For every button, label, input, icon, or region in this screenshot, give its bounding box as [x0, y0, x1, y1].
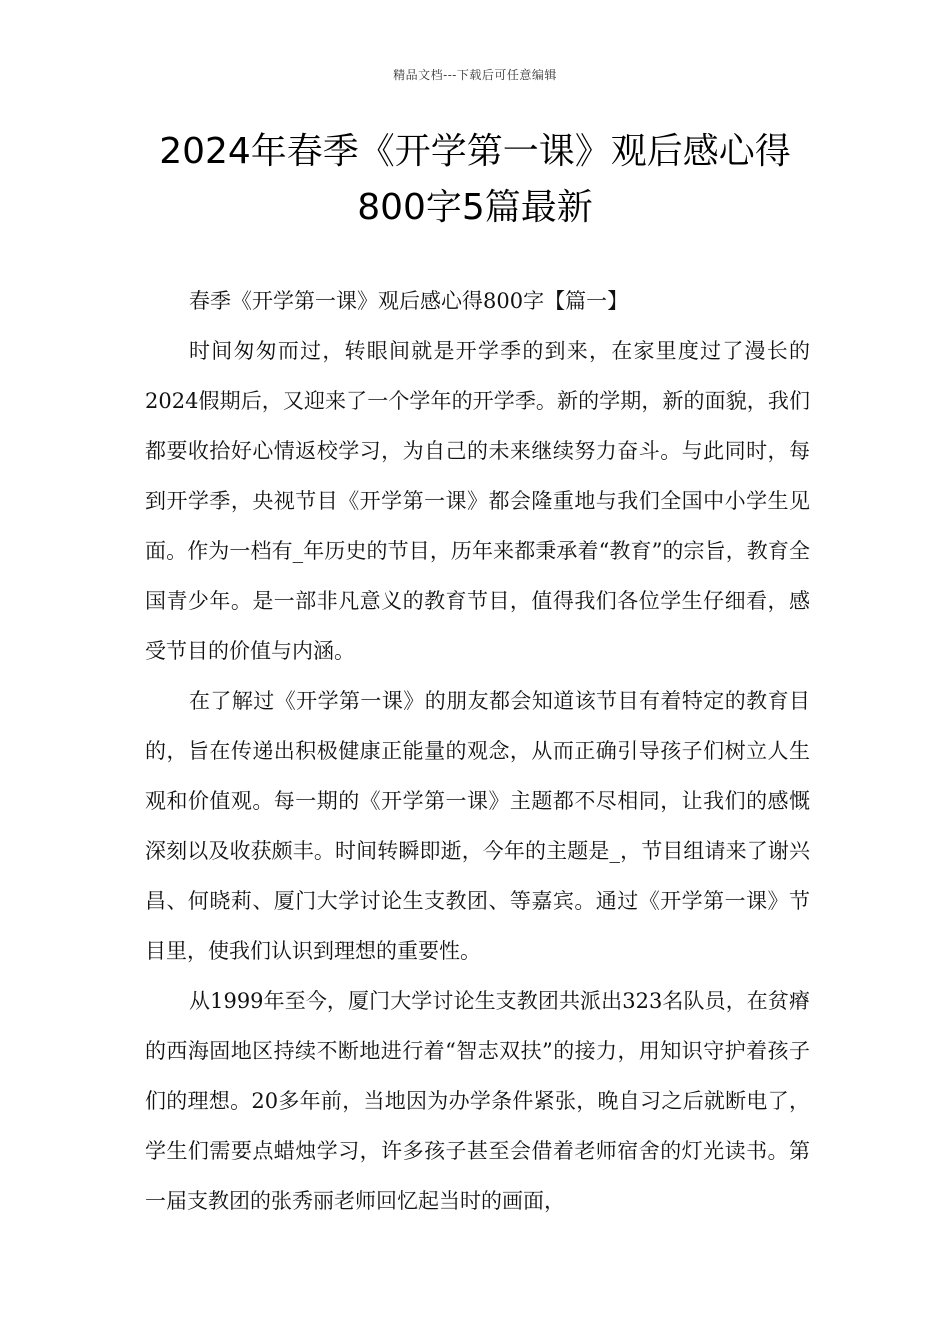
section-heading: 春季《开学第一课》观后感心得800字【篇一】 [189, 289, 629, 313]
document-title [100, 124, 850, 236]
document-body [145, 276, 810, 1226]
title-line-1: 2024年春季《开学第一课》观后感心得 [159, 131, 791, 172]
title-line-2: 800字5篇最新 [357, 187, 593, 228]
paragraph-1: 时间匆匆而过，转眼间就是开学季的到来，在家里度过了漫长的2024假期后，又迎来了一个学年的开学季。新的学期，新的面貌，我们都要收拾好心情返校学习，为自己的未来继续努力奋斗。与此同时，每到开学季，央视节目《开学第一课》都会隆重地与我们全国中小学生见面。作为一档有_年历史的节目，历年来都秉承着“教育”的宗旨，教育全国青少年。是一部非凡意义的教育节目，值得我们各位学生仔细看，感受节目的价值与内涵。 [145, 339, 810, 663]
paragraph-2: 在了解过《开学第一课》的朋友都会知道该节目有着特定的教育目的，旨在传递出积极健康正能量的观念，从而正确引导孩子们树立人生观和价值观。每一期的《开学第一课》主题都不尽相同，让我们的感慨深刻以及收获颇丰。时间转瞬即逝，今年的主题是_，节目组请来了谢兴昌、何晓莉、厦门大学讨论生支教团、等嘉宾。通过《开学第一课》节目里，使我们认识到理想的重要性。 [145, 689, 810, 963]
header-note: 精品文档---下载后可任意编辑 [393, 68, 557, 82]
paragraph-3: 从1999年至今，厦门大学讨论生支教团共派出323名队员，在贫瘠的西海固地区持续不断地进行着“智志双扶”的接力，用知识守护着孩子们的理想。20多年前，当地因为办学条件紧张，晚自习之后就断电了，学生们需要点蜡烛学习，许多孩子甚至会借着老师宿舍的灯光读书。第一届支教团的张秀丽老师回忆起当时的画面， [145, 989, 810, 1213]
